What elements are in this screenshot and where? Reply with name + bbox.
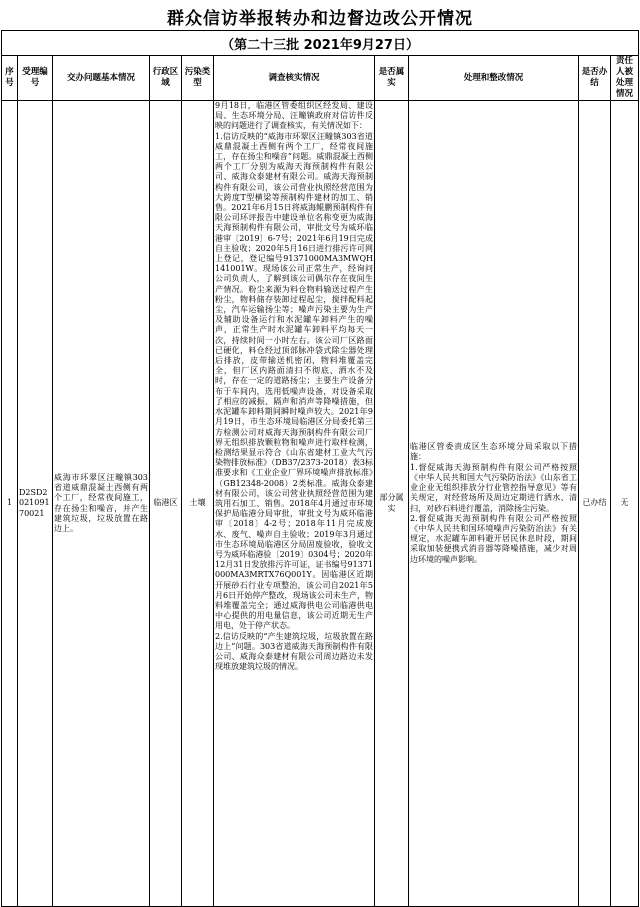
report-table [1, 30, 639, 907]
cell-investigation: 9月18日，临港区管委组织区经发局、建设局、生态环境分局、汪疃镇政府对信访件反映的问题进行了调查核实，有关情况如下： 1.信访反映的“威海市环翠区汪疃镇303省道威鼎混凝土西侧有两个工厂，经常夜间施工，存在扬尘和噪音”问题。威鼎混凝土西侧两个工厂分别为威海天海预制构件有限公司、威海众泰建材有限公司。威海天海预制构件有限公司，该公司营业执照经营范围为大跨度T型横梁等预制构件建材的加工、销售。2021年6月15日将威海鲲鹏预制构件有限公司环评报告中建设单位名称变更为威海天海预制构件有限公司，审批文号为威环临港审〔2019〕6-7号；2021年6月19日完成自主验收；2020年5月16日进行排污许可网上登记，登记编号91371000MA3MWQH141001W。现场该公司正常生产，经询问公司负责人，了解到该公司偶尔存在夜间生产情况。粉尘来源为料仓物料输送过程产生粉尘，物料储存装卸过程起尘，搅拌配料起尘，汽车运输扬尘等；噪声污染主要为生产及辅助设备运行和水泥罐车卸料产生的噪声，正常生产时水泥罐车卸料平均每天一次，持续时间一小时左右。该公司厂区路面已硬化，料仓经过顶部脉冲袋式除尘器处理后排放，皮带输送机密闭，物料堆覆盖完全，但厂区内路面清扫不彻底、洒水不及时，存在一定的道路扬尘；主要生产设备分布于车间内，选用低噪声设备，对设备采取了相应的减振、隔声和消声等降噪措施，但水泥罐车卸料期间瞬时噪声较大。2021年9月19日，市生态环境局临港区分局委托第三方检测公司对威海天海预制构件有限公司厂界无组织排放颗粒物和噪声进行取样检测，检测结果显示符合《山东省建材工业大气污染物排放标准》（DB37/2373-2018）表3标准要求和《工业企业厂界环境噪声排放标准》（GB12348-2008）2类标准。威海众泰建材有限公司，该公司营业执照经营范围为建筑用石加工、销售。2018年4月通过市环境保护局临港分局审批，审批文号为威环临港审〔2018〕4-2号；2018年11月完成废水、废气、噪声自主验收；2019年3月通过市生态环境局临港区分局固废验收，验收文号为威环临港验〔2019〕0304号；2020年12月31日发放排污许可证，证书编号91371000MA3MRTX76Q001Y。因临港区近期开展砂石行业专项整治，该公司自2021年5月6日开始停产整改，现场该公司未生产，物料堆覆盖完全；通过威海供电公司临港供电中心提供的用电量信息，该公司近期无生产用电，处于停产状态。 2.信访反映的“产生建筑垃圾，垃圾放置在路边上”问题。303省道威海天海预制构件有限公司、威海众泰建材有限公司周边路边未发现堆放建筑垃圾的情况。 [214, 101, 375, 907]
cell-handling: 临港区管委责成区生态环境分局采取以下措施： 1.督促威海天海预制构件有限公司严格按照《中华人民共和国大气污染防治法》《山东省工业企业无组织排放分行业管控指导意见》等有关规定，对经营场所及周边定期进行洒水、清扫，对砂石料进行覆盖，消除扬尘污染。 2.督促威海天海预制构件有限公司严格按照《中华人民共和国环境噪声污染防治法》有关规定，水泥罐车卸料避开居民休息时段，期间采取加装便携式消音器等降噪措施，减少对周边环境的噪声影响。 [409, 101, 579, 907]
header-pollution: 污染类型 [182, 56, 214, 101]
subtitle: （第二十三批 2021年9月27日） [2, 31, 639, 56]
cell-accountability: 无 [611, 101, 639, 907]
subtitle-row [2, 31, 639, 56]
cell-district: 临港区 [150, 101, 182, 907]
header-code: 受理编号 [18, 56, 53, 101]
header-investigation: 调查核实情况 [214, 56, 375, 101]
header-closed: 是否办结 [579, 56, 611, 101]
header-no: 序号 [2, 56, 18, 101]
header-is-true: 是否属实 [375, 56, 409, 101]
cell-code: D2SD202109170021 [18, 101, 53, 907]
table-row [2, 101, 639, 907]
cell-issue: 威海市环翠区汪疃镇303省道威鼎混凝土西侧有两个工厂，经常夜间施工，存在扬尘和噪音，并产生建筑垃圾，垃圾放置在路边上。 [53, 101, 150, 907]
cell-closed: 已办结 [579, 101, 611, 907]
cell-pollution: 土壤 [182, 101, 214, 907]
header-district: 行政区域 [150, 56, 182, 101]
header-accountability: 责任人被处理情况 [611, 56, 639, 101]
header-handling: 处理和整改情况 [409, 56, 579, 101]
cell-no: 1 [2, 101, 18, 907]
page-title: 群众信访举报转办和边督边改公开情况 [167, 9, 473, 29]
cell-is-true: 部分属实 [375, 101, 409, 907]
header-row [2, 56, 639, 101]
header-issue: 交办问题基本情况 [53, 56, 150, 101]
